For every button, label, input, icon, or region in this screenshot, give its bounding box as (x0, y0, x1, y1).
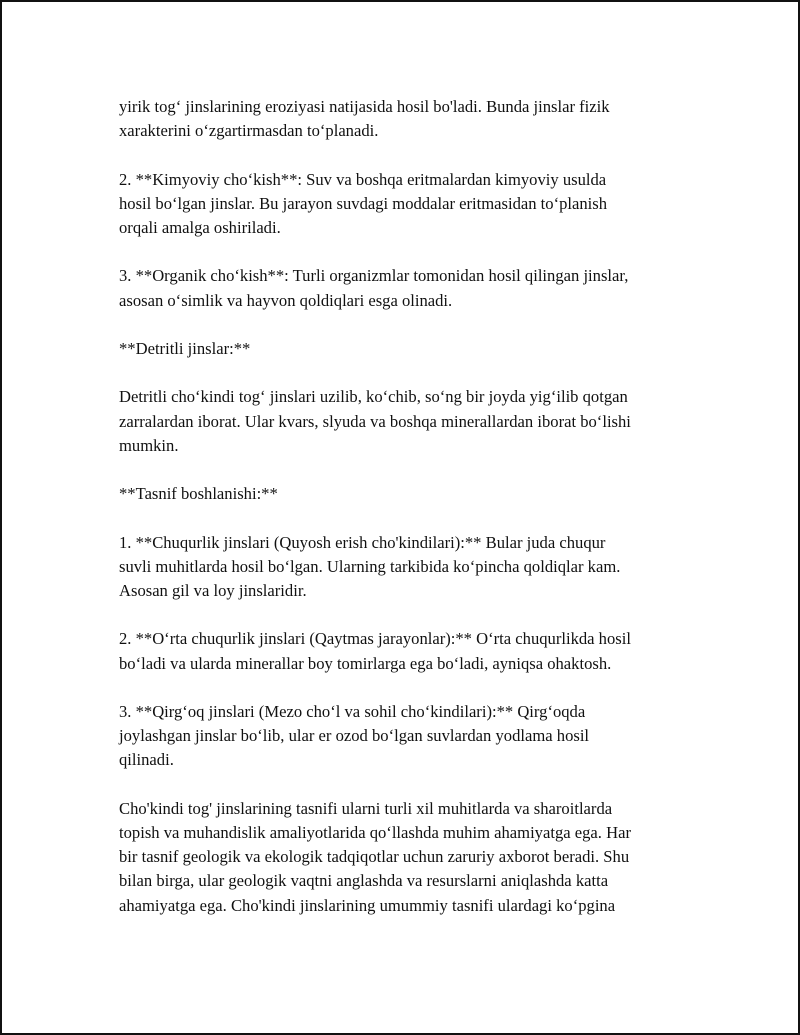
text-line: joylashgan jinslar bo‘lib, ular er ozod bo‘lgan suvlardan yodlama hosil (119, 726, 590, 746)
text-line: Detritli cho‘kindi tog‘ jinslari uzilib, ko‘chib, so‘ng bir joyda yig‘ilib qotgan (119, 387, 628, 407)
text-line: bilan birga, ular geologik vaqtni anglashda va resurslarni aniqlashda katta (119, 871, 609, 891)
text-line: 3. **Qirg‘oq jinslari (Mezo cho‘l va sohil cho‘kindilari):** Qirg‘oqda (119, 701, 586, 721)
text-line: 2. **Kimyoviy cho‘kish**: Suv va boshqa eritmalardan kimyoviy usulda (119, 169, 607, 189)
paragraph (119, 264, 699, 312)
text-line: Asosan gil va loy jinslaridir. (119, 580, 307, 600)
text-line: bo‘ladi va ularda minerallar boy tomirlarga ega bo‘ladi, ayniqsa ohaktosh. (119, 653, 612, 673)
document-body (119, 95, 699, 942)
text-line: 3. **Organik cho‘kish**: Turli organizmlar tomonidan hosil qilingan jinslar, (119, 266, 629, 286)
text-line: mumkin. (119, 435, 179, 455)
text-line: ahamiyatga ega. Cho'kindi jinslarining umummiy tasnifi ulardagi ko‘pgina (119, 895, 616, 915)
paragraph (119, 700, 699, 773)
text-line: 1. **Chuqurlik jinslari (Quyosh erish cho'kindilari):** Bular juda chuqur (119, 532, 606, 552)
text-line: asosan o‘simlik va hayvon qoldiqlari esga olinadi. (119, 290, 453, 310)
text-line: xarakterini o‘zgartirmasdan to‘planadi. (119, 121, 379, 141)
paragraph (119, 168, 699, 241)
text-line: yirik tog‘ jinslarining eroziyasi natijasida hosil bo'ladi. Bunda jinslar fizik (119, 97, 610, 116)
paragraph (119, 531, 699, 604)
paragraph (119, 385, 699, 458)
section-heading (119, 482, 699, 506)
text-line: bir tasnif geologik va ekologik tadqiqotlar uchun zaruriy axborot beradi. Shu (119, 847, 630, 867)
text-line: qilinadi. (119, 750, 174, 770)
text-line: **Detritli jinslar:** (119, 338, 251, 358)
paragraph (119, 627, 699, 675)
text-line: suvli muhitlarda hosil bo‘lgan. Ularning tarkibida ko‘pincha qoldiqlar kam. (119, 556, 621, 576)
text-line: orqali amalga oshiriladi. (119, 218, 281, 237)
text-line: topish va muhandislik amaliyotlarida qo‘llashda muhim ahamiyatga ega. Har (119, 822, 631, 842)
paragraph (119, 797, 699, 918)
text-line: Cho'kindi tog' jinslarining tasnifi ularni turli xil muhitlarda va sharoitlarda (119, 798, 613, 818)
text-line: **Tasnif boshlanishi:** (119, 484, 278, 504)
paragraph (119, 95, 699, 143)
text-line: zarralardan iborat. Ular kvars, slyuda va boshqa minerallardan iborat bo‘lishi (119, 411, 631, 431)
text-line: 2. **O‘rta chuqurlik jinslari (Qaytmas jarayonlar):** O‘rta chuqurlikda hosil (119, 629, 631, 649)
text-line: hosil bo‘lgan jinslar. Bu jarayon suvdagi moddalar eritmasidan to‘planish (119, 193, 608, 213)
section-heading (119, 337, 699, 361)
